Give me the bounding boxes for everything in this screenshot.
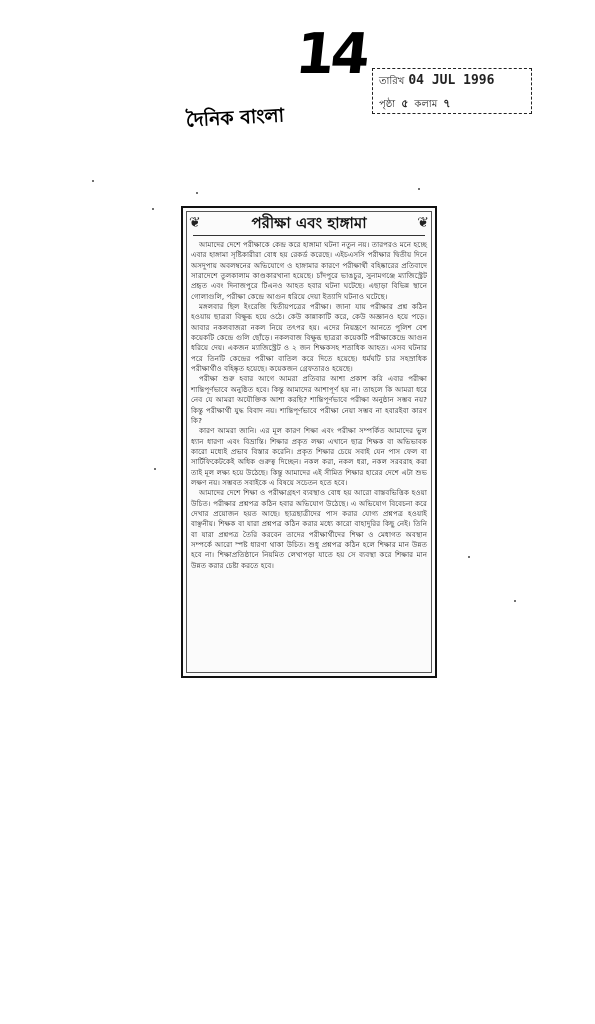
stamp-column-label: কলাম [414, 99, 438, 110]
scan-speck [154, 468, 156, 470]
stamp-column-value: ৭ [443, 97, 451, 110]
corner-ornament-icon: ❦ [189, 215, 201, 231]
stamp-date-label: তারিখ [379, 76, 405, 87]
newspaper-clipping [181, 206, 437, 678]
article-paragraph: কারণ আমরা জানি। এর মূল কারণ শিক্ষা এবং পরীক্ষা সম্পর্কিত আমাদের ভুল ধ্যান ধারণা এবং বিভ্রান্তি। শিক্ষার প্রকৃত লক্ষ্য এখানে ছাত্র শিক্ষক বা অভিভাবক কারো মধ্যেই প্রভাব বিস্তার করেনি। প্রকৃত শিক্ষার চেয়ে সবাই যেন পাস ফেল বা সার্টিফিকেটকেই অধিক গুরুত্ব দিচ্ছেন। নকল করা, নকল ধরা, নকল সরবরাহ করা তাই মূল লক্ষ্য হয়ে উঠেছে। কিন্তু আমাদের এই সীমিত শিক্ষার হারের দেশে এটা শুভ লক্ষণ নয়। সম্ভবত সবাইকে এ বিষয়ে সচেতন হতে হবে। [191, 426, 427, 487]
stamp-page-value: ৫ [401, 97, 409, 110]
article-headline [189, 213, 429, 236]
stamp-date-row [379, 73, 494, 91]
stamp-page-row [379, 95, 456, 114]
headline-text: পরীক্ষা এবং হাঙ্গামা [251, 214, 367, 232]
article-paragraph: আমাদের দেশে শিক্ষা ও পরীক্ষাগ্রহণ ব্যবস্থাও বোধ হয় আরো বাস্তবভিত্তিক হওয়া উচিত। পরীক্ষার প্রশ্নপত্র কঠিন হবার অভিযোগ উঠেছে। এ অভিযোগ বিবেচনা করে দেখার প্রয়োজন হয়ত আছে। ছাত্রছাত্রীদের পাস করার যোগ্য প্রশ্নপত্র হওয়াই বাঞ্ছনীয়। শিক্ষক বা যারা প্রশ্নপত্র কঠিন করার মধ্যে কারো বাহাদুরির কিছু নেই। তিনি বা যারা প্রশ্নপত্র তৈরি করবেন তাদের পরীক্ষার্থীদের শিক্ষা ও মেধাগত অবস্থান সম্পর্কে আরো স্পষ্ট ধারণা থাকা উচিত। শুধু প্রশ্নপত্র কঠিন হলে শিক্ষার মান উন্নত হবে না। শিক্ষাপ্রতিষ্ঠানে নিয়মিত লেখাপড়া যাতে হয় সে ব্যবস্থা করে শিক্ষার মান উন্নত করার চেষ্টা করতে হবে। [191, 488, 427, 570]
scan-speck [92, 180, 94, 182]
newspaper-name: দৈনিক বাংলা [185, 104, 285, 132]
archive-stamp [372, 68, 532, 114]
scan-speck [418, 188, 420, 190]
scan-speck [468, 556, 470, 558]
article-paragraph: পরীক্ষা শুরু হবার আগে আমরা প্রতিবার আশা প্রকাশ করি এবার পরীক্ষা শান্তিপূর্ণভাবে অনুষ্ঠিত হবে। কিন্তু আমাদের আশাপূর্ণ হয় না। তাহলে কি আমরা ধরে নেব যে আমরা অযৌক্তিক আশা করছি? শান্তিপূর্ণভাবে পরীক্ষা অনুষ্ঠান সম্ভব নয়? কিন্তু পরীক্ষার্থী যুদ্ধ বিবাদ নয়। শান্তিপূর্ণভাবে পরীক্ষা নেয়া সম্ভব না হবারইবা কারণ কি? [191, 374, 427, 425]
scan-speck [152, 208, 154, 210]
stamp-page-label: পৃষ্ঠা [379, 99, 396, 110]
article-paragraph: আমাদের দেশে পরীক্ষাকে কেন্দ্র করে হাঙ্গামা ঘটনা নতুন নয়। তারপরও মনে হচ্ছে এবার হাঙ্গামা সৃষ্টিকারীরা বোধ হয় রেকর্ড করেছে। এইচএসসি পরীক্ষার দ্বিতীয় দিনে অসদুপায় অবলম্বনের অভিযোগে ও হাঙ্গামার কারণে পরীক্ষার্থী বহিষ্কারের প্রতিবাদে সারাদেশে তুলকালাম কাণ্ডকারখানা হয়েছে। চাঁদপুরে ভাঙচুর, সুনামগঞ্জে ম্যাজিস্ট্রেট প্রহৃত এবং দিনাজপুরে টিএনও আহত হবার ঘটনা ঘটেছে। এছাড়া বিভিন্ন স্থানে গোলাগুলি, পরীক্ষা কেন্দ্রে আগুন ধরিয়ে দেয়া ইত্যাদি ঘটনাও ঘটেছে। [191, 240, 427, 301]
article-body [183, 238, 435, 575]
scan-speck [514, 600, 516, 602]
article-paragraph: মঙ্গলবার ছিল ইংরেজি দ্বিতীয়পত্রের পরীক্ষা। জানা যায় পরীক্ষার প্রশ্ন কঠিন হওয়ায় ছাত্ররা বিক্ষুব্ধ হয়ে ওঠে। কেউ কান্নাকাটি করে, কেউ অজ্ঞানও হয়ে পড়ে। আবার নকলবাজরা নকল নিয়ে তৎপর হয়। এদের নিয়ন্ত্রণে আনতে পুলিশ বেশ কয়েকটি কেন্দ্রে গুলি ছোঁড়ে। নকলবাজ বিক্ষুব্ধ ছাত্ররা কয়েকটি পরীক্ষাকেন্দ্রে আগুন ধরিয়ে দেয়। একজন ম্যাজিস্ট্রেট ও ২ জন শিক্ষকসহ শতাধিক আহত। এসব ঘটনার পরে তিনটি কেন্দ্রের পরীক্ষা বাতিল করে দিতে হয়েছে। ধর্মঘটি চার সহস্রাধিক পরীক্ষার্থীও বহিষ্কৃত হয়েছে। কয়েকজন গ্রেফতারও হয়েছে। [191, 302, 427, 374]
page-number: 14 [292, 22, 370, 87]
scan-speck [196, 192, 198, 194]
stamp-date-value: 04 JUL 1996 [408, 73, 495, 88]
corner-ornament-icon: ❦ [417, 215, 429, 231]
